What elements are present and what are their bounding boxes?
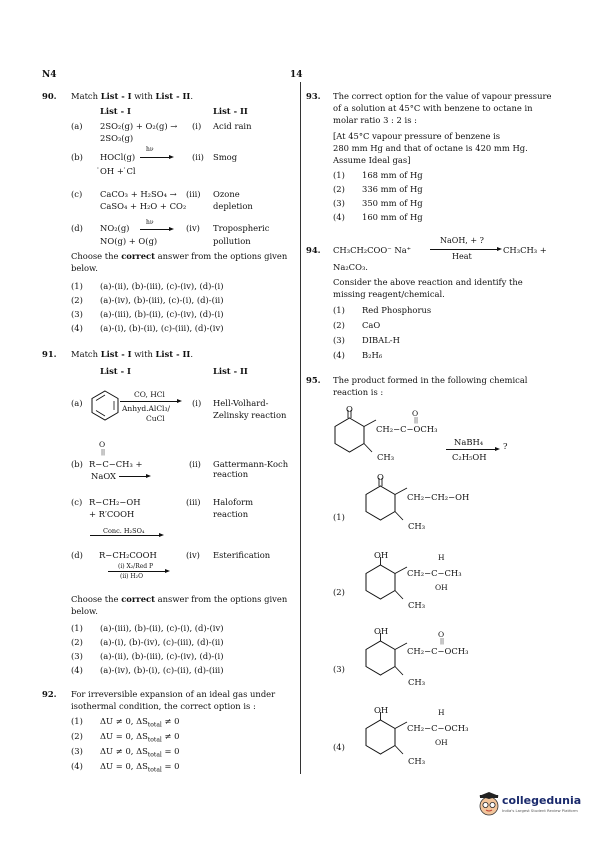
product: Na₂CO₃.	[333, 262, 368, 272]
reaction-arrow	[446, 449, 496, 450]
double-bond: ||	[440, 638, 445, 645]
substituent-top: OH	[374, 626, 389, 636]
question-note: 280 mm Hg and that of octane is 420 mm Hg.	[333, 143, 528, 153]
option-text[interactable]: (a)-(i), (b)-(iv), (c)-(iii), (d)-(ii)	[100, 637, 224, 647]
substituent-top: OH	[374, 550, 389, 560]
row-num: (ii)	[192, 152, 204, 162]
reaction-arrow	[430, 249, 498, 250]
option-text[interactable]: DIBAL-H	[362, 335, 400, 345]
question-stem: Consider the above reaction and identify the	[333, 277, 523, 287]
double-bond: ||	[414, 417, 419, 424]
row-left: + R′COOH	[89, 509, 135, 519]
row-label: (c)	[71, 497, 83, 507]
option-number: (3)	[333, 664, 345, 674]
row-label: (a)	[71, 121, 83, 131]
side-chain: CH₂−CH₂−OH	[407, 492, 470, 502]
benzene-ring-icon	[90, 390, 120, 420]
h-top: H	[438, 553, 445, 562]
row-left: NaOX	[91, 471, 117, 481]
option-number: (2)	[333, 587, 345, 597]
option-text[interactable]: Red Phosphorus	[362, 305, 432, 315]
option-number: (1)	[71, 623, 83, 633]
option-text[interactable]: 350 mm of Hg	[362, 198, 423, 208]
option-number: (4)	[71, 761, 83, 771]
question-number: 91.	[42, 349, 57, 359]
option-number: (1)	[71, 281, 83, 291]
option-text[interactable]: ΔU ≠ 0, $\Delta S_{total} \ne 0$	[100, 716, 180, 729]
arrow-label: Heat	[452, 252, 472, 261]
methyl: CH₃	[408, 756, 426, 766]
reaction-arrow	[119, 476, 147, 477]
question-mark: ?	[503, 441, 508, 451]
reaction-arrow	[90, 535, 160, 536]
row-left: NO(g) + O(g)	[100, 236, 158, 246]
side-chain: CH₂−C−OCH₃	[376, 424, 438, 434]
arrow-label: CO, HCl	[134, 390, 165, 399]
row-right: Tropospheric	[213, 223, 270, 233]
row-label: (b)	[71, 459, 83, 469]
side-chain: CH₂−C−OCH₃	[407, 646, 469, 656]
option-text[interactable]: (a)-(ii), (b)-(iii), (c)-(iv), (d)-(i)	[100, 651, 224, 661]
row-left: R−CH₂−OH	[89, 497, 141, 507]
arrow-head	[169, 155, 174, 159]
arrow-head	[495, 447, 500, 451]
question-number: 94.	[306, 245, 321, 255]
reaction-arrow	[140, 229, 170, 230]
question-stem: isothermal condition, the correct option is :	[71, 701, 256, 711]
option-number: (1)	[71, 716, 83, 726]
question-number: 90.	[42, 91, 57, 101]
arrow-head	[169, 227, 174, 231]
row-right: reaction	[213, 509, 249, 519]
row-num: (iv)	[186, 223, 200, 233]
question-stem: molar ratio 3 : 2 is :	[333, 115, 417, 125]
row-left: CaSO₄ + H₂O + CO₂	[100, 201, 187, 211]
option-number: (3)	[333, 198, 345, 208]
row-left: ̇OH + ̇Cl	[100, 166, 136, 176]
arrow-label: hν	[146, 146, 154, 153]
option-number: (2)	[333, 184, 345, 194]
option-text[interactable]: 168 mm of Hg	[362, 170, 423, 180]
arrow-label: NaOH, + ?	[440, 236, 484, 245]
option-number: (1)	[333, 512, 345, 522]
option-number: (1)	[333, 170, 345, 180]
option-number: (2)	[71, 731, 83, 741]
list-1-heading: List - I	[100, 106, 131, 116]
list-1-heading: List - I	[100, 366, 131, 376]
row-right: Ozone	[213, 189, 240, 199]
option-number: (3)	[333, 335, 345, 345]
arrow-label: Conc. H₂SO₄	[103, 527, 145, 535]
row-num: (iii)	[186, 189, 201, 199]
question-number: 95.	[306, 375, 321, 385]
row-right: Hell-Volhard-	[213, 398, 269, 408]
row-right: Haloform	[213, 497, 254, 507]
row-left: 2SO₂(g) + O₂(g) →	[100, 121, 178, 131]
reaction-arrow	[108, 571, 166, 572]
option-text[interactable]: (a)-(iv), (b)-(iii), (c)-(i), (d)-(ii)	[100, 295, 224, 305]
question-stem: of a solution at 45°C with benzene to octane in	[333, 103, 533, 113]
arrow-head	[159, 533, 164, 537]
option-text[interactable]: (a)-(iii), (b)-(ii), (c)-(iv), (d)-(i)	[100, 309, 224, 319]
option-text[interactable]: ΔU = 0, $\Delta S_{total} \ne 0$	[100, 731, 180, 744]
option-text[interactable]: (a)-(iii), (b)-(ii), (c)-(i), (d)-(iv)	[100, 623, 224, 633]
double-bond: ||	[101, 449, 106, 456]
row-right: reaction	[213, 469, 249, 479]
option-number: (4)	[333, 350, 345, 360]
side-chain: CH₂−C−OCH₃	[407, 723, 469, 733]
column-divider	[300, 82, 301, 774]
list-2-heading: List - II	[213, 366, 248, 376]
row-num: (i)	[192, 398, 202, 408]
row-num: (iv)	[186, 550, 200, 560]
ketone-o: O	[346, 404, 353, 414]
collegedunia-logo	[478, 792, 588, 828]
question-stem: The product formed in the following chemical	[333, 375, 528, 385]
arrow-label: CuCl	[146, 414, 165, 423]
option-number: (2)	[71, 295, 83, 305]
instruction: below.	[71, 263, 98, 273]
question-stem: missing reagent/chemical.	[333, 289, 445, 299]
option-text[interactable]: 336 mm of Hg	[362, 184, 423, 194]
option-text[interactable]: CaO	[362, 320, 381, 330]
row-left: CaCO₃ + H₂SO₄ →	[100, 189, 177, 199]
reactant: CH₃CH₂COO⁻ Na⁺	[333, 245, 412, 255]
question-number: 93.	[306, 91, 321, 101]
question-stem: reaction is :	[333, 387, 384, 397]
row-left: R−CH₂COOH	[99, 550, 157, 560]
option-number: (4)	[333, 212, 345, 222]
arrow-label: NaBH₄	[454, 437, 484, 447]
row-right: Zelinsky reaction	[213, 410, 287, 420]
row-label: (d)	[71, 550, 83, 560]
mascot-icon	[478, 792, 500, 818]
option-text[interactable]: ΔU ≠ 0, $\Delta S_{total} = 0$	[100, 746, 180, 759]
arrow-head	[177, 399, 182, 403]
option-number: (2)	[71, 637, 83, 647]
logo-tagline: India's Largest Student Review Platform	[502, 808, 578, 813]
ester-o: O	[438, 630, 445, 639]
methyl: CH₃	[408, 600, 426, 610]
oh-bottom: OH	[435, 738, 448, 747]
option-text[interactable]: B₂H₆	[362, 350, 383, 360]
question-stem: Match List - I with List - II.	[71, 91, 193, 101]
side-chain: CH₂−C−CH₃	[407, 568, 462, 578]
row-left: NO₂(g)	[100, 223, 130, 233]
arrow-label: hν	[146, 219, 154, 226]
ester-o: O	[412, 409, 419, 418]
reaction-arrow	[140, 157, 170, 158]
option-text[interactable]: 160 mm of Hg	[362, 212, 423, 222]
question-number: 92.	[42, 689, 57, 699]
methyl: CH₃	[408, 521, 426, 531]
h-top: H	[438, 708, 445, 717]
option-text[interactable]: (a)-(ii), (b)-(iii), (c)-(iv), (d)-(i)	[100, 281, 224, 291]
page-number: 14	[290, 70, 303, 80]
arrow-label: (ii) H₂O	[120, 573, 143, 580]
product: CH₃CH₃ +	[503, 245, 547, 255]
row-right: Smog	[213, 152, 238, 162]
reaction-arrow	[120, 401, 178, 402]
option-text[interactable]: (a)-(i), (b)-(ii), (c)-(iii), (d)-(iv)	[100, 323, 224, 333]
row-right: Acid rain	[213, 121, 252, 131]
option-number: (1)	[333, 305, 345, 315]
option-number: (4)	[71, 323, 83, 333]
instruction: below.	[71, 606, 98, 616]
option-number: (3)	[71, 309, 83, 319]
question-stem: Match List - I with List - II.	[71, 349, 193, 359]
arrow-label: (i) X₂/Red P	[118, 563, 154, 570]
row-label: (a)	[71, 398, 83, 408]
row-num: (ii)	[189, 459, 201, 469]
row-right: pollution	[213, 236, 251, 246]
row-right: depletion	[213, 201, 253, 211]
question-note: [At 45°C vapour pressure of benzene is	[333, 131, 501, 141]
row-left: HOCl(g)	[100, 152, 136, 162]
question-note: Assume Ideal gas]	[333, 155, 411, 165]
arrow-head	[146, 474, 151, 478]
row-left: R−C−CH₃ +	[89, 459, 143, 469]
option-number: (3)	[71, 651, 83, 661]
arrow-label: C₂H₅OH	[452, 452, 487, 462]
option-number: (3)	[71, 746, 83, 756]
list-2-heading: List - II	[213, 106, 248, 116]
row-label: (d)	[71, 223, 83, 233]
option-number: (4)	[71, 665, 83, 675]
option-number: (2)	[333, 320, 345, 330]
methyl: CH₃	[377, 452, 395, 462]
row-label: (c)	[71, 189, 83, 199]
arrow-head	[497, 247, 502, 251]
question-stem: The correct option for the value of vapour pressure	[333, 91, 552, 101]
row-left: 2SO₃(g)	[100, 133, 134, 143]
row-num: (i)	[192, 121, 202, 131]
logo-name: collegedunia	[502, 794, 582, 807]
row-label: (b)	[71, 152, 83, 162]
row-num: (iii)	[186, 497, 201, 507]
instruction: Choose the correct answer from the options given	[71, 251, 288, 261]
instruction: Choose the correct answer from the options given	[71, 594, 288, 604]
substituent-top: OH	[374, 705, 389, 715]
arrow-head	[165, 569, 170, 573]
question-stem: For irreversible expansion of an ideal gas under	[71, 689, 276, 699]
arrow-label: Anhyd.AlCl₃/	[122, 404, 170, 413]
option-text[interactable]: ΔU = 0, $\Delta S_{total} = 0$	[100, 761, 180, 774]
methyl: CH₃	[408, 677, 426, 687]
option-text[interactable]: (a)-(iv), (b)-(i), (c)-(ii), (d)-(iii)	[100, 665, 224, 675]
row-right: Esterification	[213, 550, 271, 560]
page-code: N4	[42, 70, 57, 80]
option-number: (4)	[333, 742, 345, 752]
substituent-top: O	[377, 472, 384, 482]
carbonyl-o: O	[99, 440, 106, 449]
oh-bottom: OH	[435, 583, 448, 592]
row-right: Gattermann-Koch	[213, 459, 289, 469]
